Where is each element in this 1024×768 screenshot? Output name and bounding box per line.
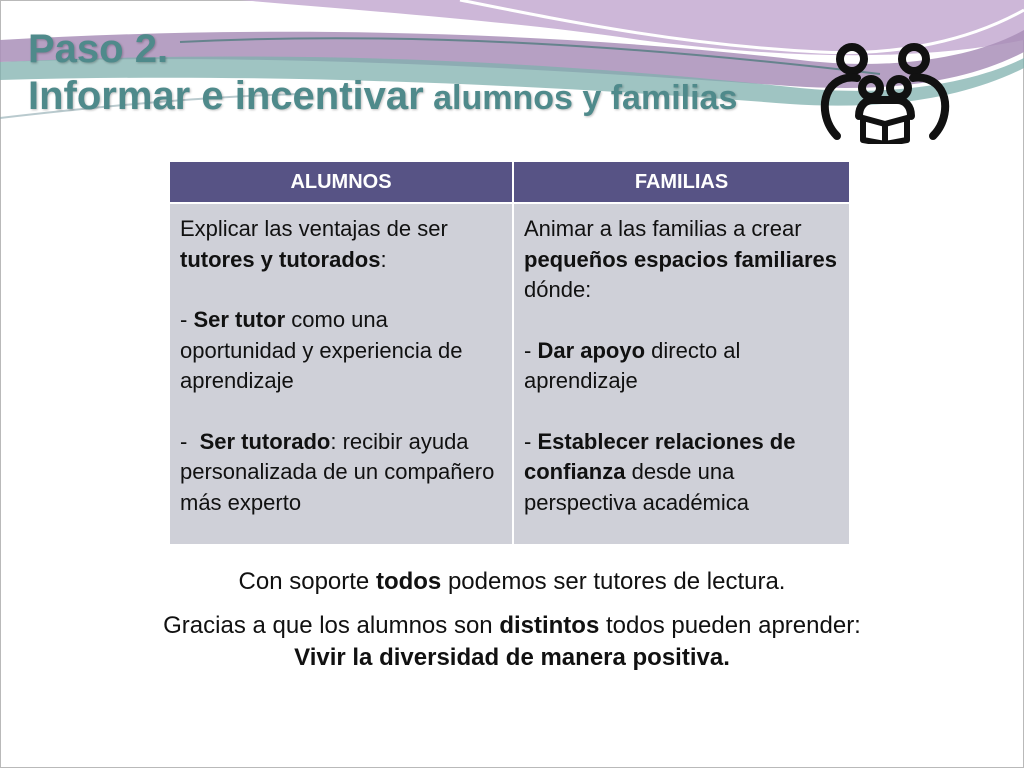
footer-l1-bold: todos (375, 568, 442, 595)
familias-item-establecer-relaciones (524, 427, 839, 519)
column-header-familias: FAMILIAS (513, 161, 850, 203)
footer-line-gracias (60, 610, 964, 642)
footer-l2-c: todos pueden aprender: (599, 612, 861, 639)
alumnos-intro-bold: tutores y tutorados (180, 246, 381, 272)
table-row (169, 203, 850, 545)
slide-title (28, 26, 737, 120)
familias-item1-bold: Dar apoyo (537, 337, 646, 363)
footer-l1-c: podemos ser tutores de lectura. (441, 568, 786, 595)
title-line-2 (28, 73, 737, 120)
alumnos-item2-text: : recibir ayuda personalizada de un compañero más experto (180, 428, 495, 515)
bullet-dash: - (180, 307, 194, 332)
alumnos-cell (169, 203, 513, 545)
alumnos-intro (180, 214, 502, 275)
footer-l2-bold: distintos (499, 612, 600, 639)
bullet-dash: - (180, 428, 200, 454)
familias-intro-bold: pequeños espacios familiares (524, 246, 838, 272)
title-line-2-main: Informar e incentivar (28, 74, 424, 119)
footer-diversidad (60, 610, 964, 674)
alumnos-item-ser-tutorado (180, 427, 502, 519)
familias-item2-text: desde una perspectiva académica (524, 459, 750, 515)
title-line-1: Paso 2. (28, 27, 169, 71)
alumnos-intro-end: : (380, 246, 387, 272)
comparison-table (168, 160, 851, 546)
alumnos-item2-bold: Ser tutorado (199, 428, 331, 454)
family-reading-icon (817, 40, 953, 144)
familias-intro-text: Animar a las familias a crear (524, 216, 802, 241)
table-header-row (169, 161, 850, 203)
familias-intro-end: dónde: (524, 277, 592, 302)
alumnos-item1-bold: Ser tutor (193, 307, 286, 332)
familias-item-dar-apoyo (524, 336, 839, 397)
footer-l1-a: Con soporte (238, 568, 376, 595)
bullet-dash: - (524, 428, 538, 454)
alumnos-intro-text: Explicar las ventajas de ser (180, 216, 448, 241)
bullet-dash: - (524, 337, 538, 363)
title-line-2-rest: alumnos y familias (423, 79, 738, 118)
alumnos-item-ser-tutor (180, 305, 502, 397)
familias-item2-bold: Establecer relaciones de confianza (524, 428, 796, 484)
footer-line-soporte (60, 566, 964, 598)
footer-l2-a: Gracias a que los alumnos son (163, 612, 500, 639)
column-header-alumnos: ALUMNOS (169, 161, 513, 203)
familias-item1-text: directo al aprendizaje (524, 337, 741, 393)
footer-line-vivir (60, 642, 964, 674)
familias-cell (513, 203, 850, 545)
footer-l3-bold: Vivir la diversidad de manera positiva. (294, 644, 730, 671)
alumnos-item1-text: como una oportunidad y experiencia de aprendizaje (180, 307, 463, 393)
familias-intro (524, 214, 839, 306)
